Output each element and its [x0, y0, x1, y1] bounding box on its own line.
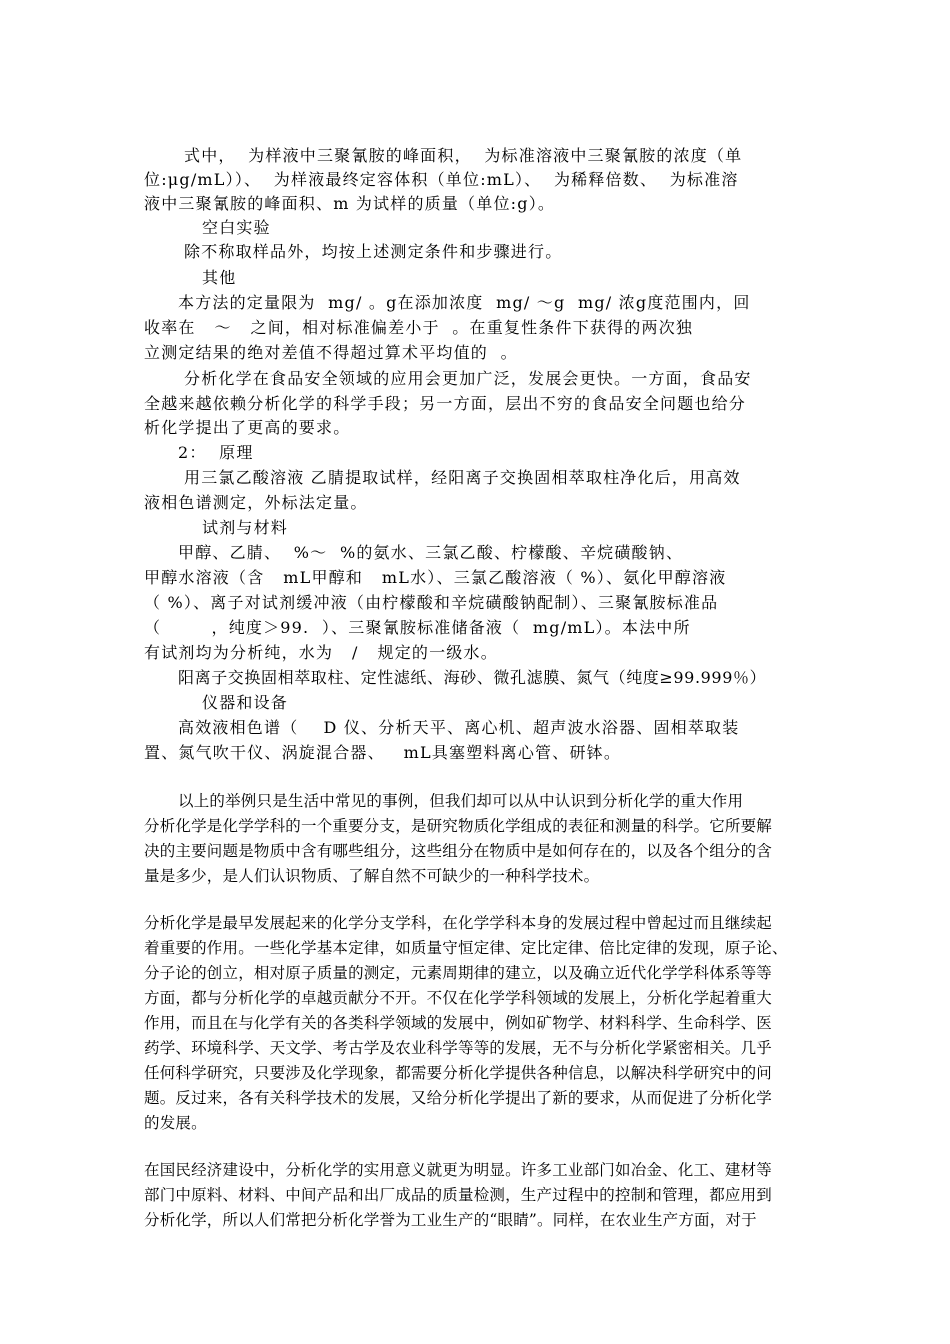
text-line: 液中三聚氰胺的峰面积、m 为试样的质量（单位:g）。: [144, 194, 556, 213]
text-line: 方面，都与分析化学的卓越贡献分不开。不仅在化学学科领域的发展上，分析化学起着重大: [144, 989, 773, 1007]
text-line: 位:μg/mL））、 为样液最终定容体积（单位:mL）、 为稀释倍数、 为标准溶: [144, 170, 739, 189]
text-line: 分子论的创立，相对原子质量的测定，元素周期律的建立，以及确立近代化学学科体系等等: [144, 964, 773, 982]
text-line: （ %）、离子对试剂缓冲液（由柠檬酸和辛烷磺酸钠配制）、三聚氰胺标准品: [144, 593, 719, 612]
section-heading: 仪器和设备: [202, 693, 289, 712]
text-line: 量是多少，是人们认识物质、了解自然不可缺少的一种科学技术。: [144, 867, 600, 885]
text-line: 有试剂均为分析纯，水为 / 规定的一级水。: [144, 643, 498, 662]
text-line: 药学、环境科学、天文学、考古学及农业科学等等的发展，无不与分析化学紧密相关。几乎: [144, 1039, 773, 1057]
text-line: 甲醇水溶液（含 mL甲醇和 mL水）、三氯乙酸溶液（ %）、氨化甲醇溶液: [144, 568, 727, 587]
text-line: 任何科学研究，只要涉及化学现象，都需要分析化学提供各种信息，以解决科学研究中的问: [144, 1064, 773, 1082]
text-line: 高效液相色谱（ D 仪、分析天平、离心机、超声波水浴器、固相萃取装: [178, 718, 740, 737]
text-line: 式中， 为样液中三聚氰胺的峰面积， 为标准溶液中三聚氰胺的浓度（单: [184, 146, 743, 165]
text-line: 分析化学，所以人们常把分析化学誉为工业生产的“眼睛”。同样，在农业生产方面，对于: [144, 1211, 757, 1229]
text-line: 液相色谱测定，外标法定量。: [144, 493, 368, 512]
text-line: 决的主要问题是物质中含有哪些组分，这些组分在物质中是如何存在的，以及各个组分的含: [144, 842, 773, 860]
text-line: 全越来越依赖分析化学的科学手段；另一方面，层出不穷的食品安全问题也给分: [144, 394, 747, 413]
section-heading: 其他: [202, 268, 237, 287]
text-line: 收率在 ～ 之间，相对标准偏差小于 。在重复性条件下获得的两次独: [144, 318, 694, 337]
text-line: 着重要的作用。一些化学基本定律，如质量守恒定律、定比定律、倍比定律的发现，原子论、: [144, 939, 788, 957]
text-line: 除不称取样品外，均按上述测定条件和步骤进行。: [184, 242, 563, 261]
text-line: 以上的举例只是生活中常见的事例，但我们却可以从中认识到分析化学的重大作用: [178, 792, 744, 810]
text-line: 用三氯乙酸溶液 乙腈提取试样，经阳离子交换固相萃取柱净化后，用高效: [184, 468, 741, 487]
text-line: 立测定结果的绝对差值不得超过算术平均值的 。: [144, 343, 518, 362]
text-line: 题。反过来，各有关科学技术的发展，又给分析化学提出了新的要求，从而促进了分析化学: [144, 1089, 773, 1107]
text-line: 置、氮气吹干仪、涡旋混合器、 mL具塞塑料离心管、研钵。: [144, 743, 622, 762]
text-line: 析化学提出了更高的要求。: [144, 418, 351, 437]
text-line: 作用，而且在与化学有关的各类科学领域的发展中，例如矿物学、材料科学、生命科学、医: [144, 1014, 773, 1032]
text-line: 在国民经济建设中，分析化学的实用意义就更为明显。许多工业部门如冶金、化工、建材等: [144, 1161, 773, 1179]
section-heading: 空白实验: [202, 218, 271, 237]
text-line: 部门中原料、材料、中间产品和出厂成品的质量检测，生产过程中的控制和管理，都应用到: [144, 1186, 773, 1204]
text-line: 甲醇、乙腈、 %～ %的氨水、三氯乙酸、柠檬酸、辛烷磺酸钠、: [178, 543, 684, 562]
section-heading: 试剂与材料: [202, 518, 289, 537]
text-line: （ ，纯度＞99. ）、三聚氰胺标准储备液（ mg/mL）。本法中所: [144, 618, 691, 637]
section-heading: 2： 原理: [178, 443, 254, 462]
text-line: 阳离子交换固相萃取柱、定性滤纸、海砂、微孔滤膜、氮气（纯度≥99.999％）: [178, 668, 767, 687]
text-line: 的发展。: [144, 1114, 207, 1132]
text-line: 分析化学在食品安全领域的应用会更加广泛，发展会更快。一方面，食品安: [184, 369, 752, 388]
text-line: 本方法的定量限为 mg/ 。g在添加浓度 mg/ ～g mg/ 浓g度范围内，回: [178, 293, 751, 312]
text-line: 分析化学是化学学科的一个重要分支，是研究物质化学组成的表征和测量的科学。它所要解: [144, 817, 773, 835]
text-line: 分析化学是最早发展起来的化学分支学科，在化学学科本身的发展过程中曾起过而且继续起: [144, 914, 773, 932]
